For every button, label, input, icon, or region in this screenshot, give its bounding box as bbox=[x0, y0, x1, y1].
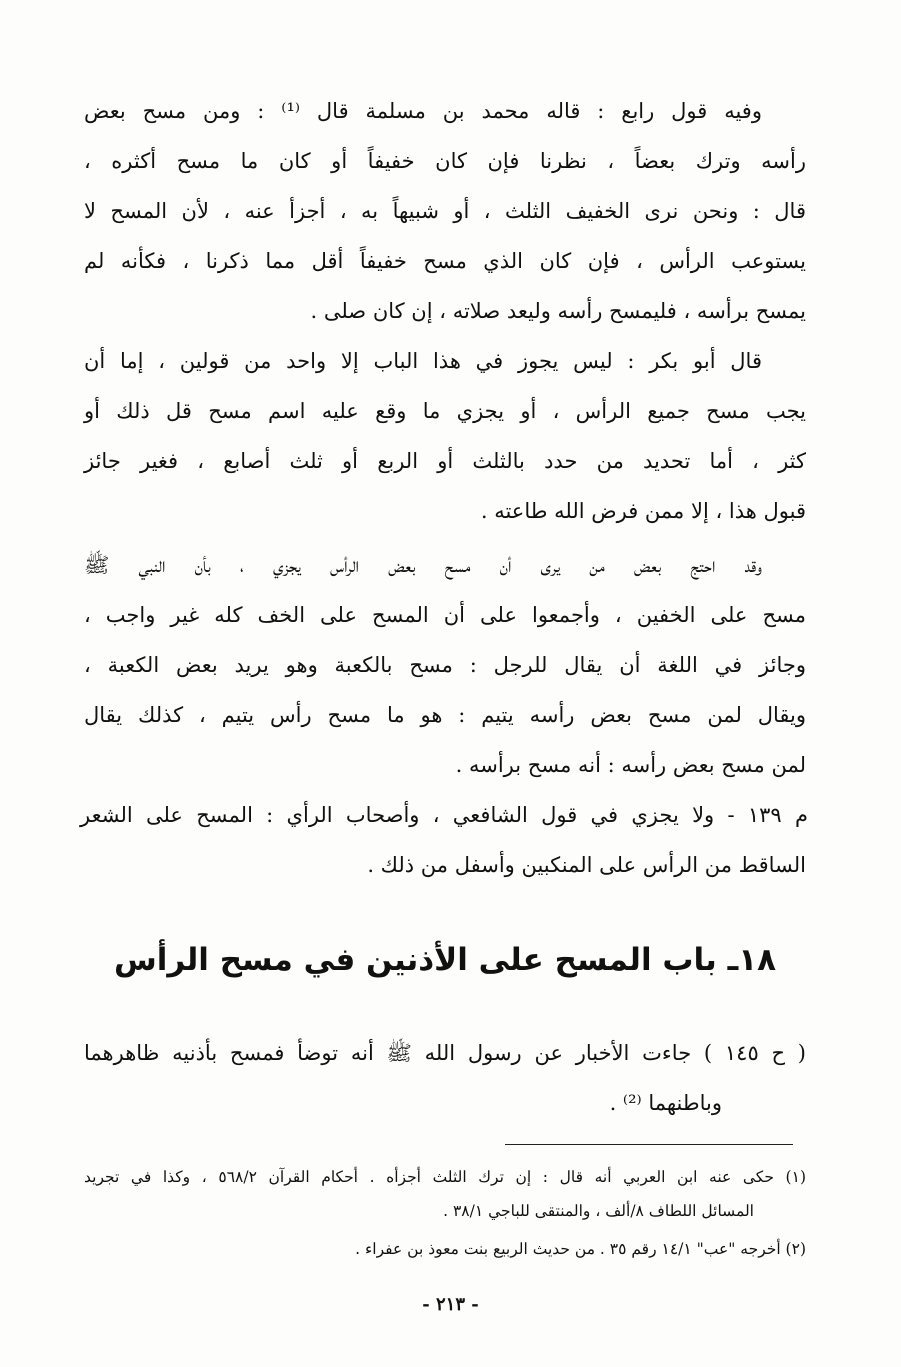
chapter-heading: ١٨ـ باب المسح على الأذنين في مسح الرأس bbox=[113, 942, 777, 978]
text-line: وفيه قول رابع : قاله محمد بن مسلمة قال ⁽¹⁾ : ومن مسح بعض bbox=[84, 99, 762, 123]
text-line: مسح على الخفين ، وأجمعوا على أن المسح على الخف كله غير واجب ، bbox=[84, 603, 806, 627]
text-line: ( ح ١٤٥ ) جاءت الأخبار عن رسول الله ﷺ أنه توضأ فمسح بأذنيه ظاهرهما bbox=[84, 1041, 806, 1065]
text-line: وجائز في اللغة أن يقال للرجل : مسح بالكعبة وهو يريد بعض الكعبة ، bbox=[84, 653, 806, 677]
text-line: م ١٣٩ - ولا يجزي في قول الشافعي ، وأصحاب الرأي : المسح على الشعر bbox=[80, 803, 808, 827]
footnote-divider bbox=[505, 1144, 793, 1145]
text-line: وباطنهما ⁽²⁾ . bbox=[609, 1091, 722, 1115]
footnote-line: (١) حكى عنه ابن العربي أنه قال : إن ترك الثلث أجزأه . أحكام القرآن ٥٦٨/٢ ، وكذا في تجريد bbox=[84, 1168, 806, 1186]
text-line: ويقال لمن مسح بعض رأسه يتيم : هو ما مسح رأس يتيم ، كذلك يقال bbox=[84, 703, 806, 727]
text-line: قال : ونحن نرى الخفيف الثلث ، أو شبيهاً به ، أجزأ عنه ، لأن المسح لا bbox=[84, 199, 806, 223]
text-line: كثر ، أما تحديد من حدد بالثلث أو الربع أو ثلث أصابع ، فغير جائز bbox=[84, 449, 806, 473]
text-line: يمسح برأسه ، فليمسح رأسه وليعد صلاته ، إن كان صلى . bbox=[310, 299, 806, 323]
text-line: رأسه وترك بعضاً ، نظرنا فإن كان خفيفاً أو كان ما مسح أكثره ، bbox=[84, 149, 806, 173]
text-line: قبول هذا ، إلا ممن فرض الله طاعته . bbox=[480, 499, 806, 523]
text-line: الساقط من الرأس على المنكبين وأسفل من ذلك . bbox=[367, 853, 806, 877]
footnote-line: المسائل اللطاف ٨/ألف ، والمنتقى للباجي ٣٨/١ . bbox=[443, 1202, 754, 1220]
page-number: - ٢١٣ - bbox=[422, 1294, 479, 1315]
text-line: وقد احتج بعض من يرى أن مسح بعض الرأس يجزي ، بأن النبي ﷺ bbox=[84, 553, 762, 577]
text-line: قال أبو بكر : ليس يجوز في هذا الباب إلا واحد من قولين ، إما أن bbox=[84, 349, 762, 373]
text-line: لمن مسح بعض رأسه : أنه مسح برأسه . bbox=[455, 753, 806, 777]
text-line: يجب مسح جميع الرأس ، أو يجزي ما وقع عليه اسم مسح قل ذلك أو bbox=[84, 399, 806, 423]
footnote-line: (٢) أخرجه "عب" ١٤/١ رقم ٣٥ . من حديث الربيع بنت معوذ بن عفراء . bbox=[355, 1240, 806, 1258]
text-line: يستوعب الرأس ، فإن كان الذي مسح خفيفاً أقل مما ذكرنا ، فكأنه لم bbox=[84, 249, 806, 273]
